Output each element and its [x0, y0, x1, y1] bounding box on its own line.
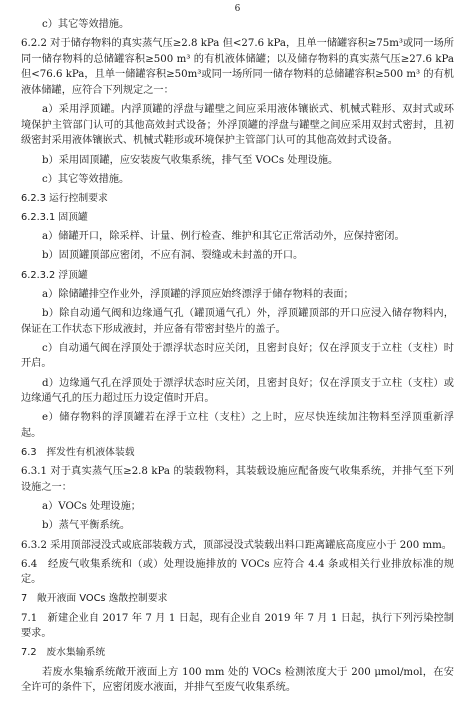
paragraph: 6.2.2 对于储存物料的真实蒸气压≥2.8 kPa 但<27.6 kPa，且单一储罐容积≥75m³或同一场所同一储存物料的总储罐容积≥500 m³ 的有机液体储罐；以及储存物料的真实蒸气压≥27.6 kPa 但<76.6 kPa，且单一储罐容积≥50m³或同一场所同一储存物料的总储罐容积≥500 m³ 的有机液体储罐，应符合下列规定之一：: [21, 38, 454, 96]
paragraph: c）其它等效措施。: [42, 173, 130, 185]
paragraph: 7.1 新建企业自 2017 年 7 月 1 日起，现有企业自 2019 年 7 月 1 日起，执行下列污染控制要求。: [21, 612, 454, 640]
paragraph: a）除储罐排空作业外，浮顶罐的浮顶应始终漂浮于储存物料的表面；: [42, 288, 354, 300]
paragraph: b）蒸气平衡系统。: [42, 520, 131, 532]
paragraph: b）采用固顶罐，应安装废气收集系统，排气至 VOCs 处理设施。: [42, 154, 339, 166]
section-heading: 6.3 挥发性有机液体装载: [21, 447, 135, 459]
section-heading: 6.2.3.2 浮顶罐: [21, 269, 88, 281]
section-heading: 6.2.3.1 固顶罐: [21, 212, 88, 224]
paragraph: b）除自动通气阀和边缘通气孔（罐顶通气孔）外，浮顶罐顶部的开口应浸入储存物料内，保证在工作状态下形成液封，并应备有带密封垫片的盖子。: [21, 308, 454, 335]
paragraph: a）采用浮顶罐。内浮顶罐的浮盘与罐壁之间应采用液体镶嵌式、机械式鞋形、双封式或环境保护主管部门认可的其他高效封式设备；外浮顶罐的浮盘与罐壁之间应采用双封式密封，且初级密封采用液体镶嵌式、机械式鞋形或环境保护主管部门认可的其他高效封式设备。: [21, 104, 454, 147]
section-heading: 7.2 废水集输系统: [21, 647, 106, 659]
paragraph: a）VOCs 处理设施；: [42, 501, 141, 513]
section-heading: 6.2.3 运行控制要求: [21, 192, 108, 204]
paragraph: d）边缘通气孔在浮顶处于漂浮状态时应关闭，且密封良好；仅在浮顶支于立柱（支柱）或边缘通气孔的压力超过压力设定值时开启。: [21, 377, 454, 405]
paragraph: 6.3.2 采用顶部浸没式或底部装载方式，顶部浸没式装载出料口距离罐底高度应小于 200 mm。: [21, 539, 452, 551]
paragraph: e）储存物料的浮顶罐若在浮于立柱（支柱）之上时，应尽快连续加注物料至浮顶重新浮起。: [21, 412, 454, 439]
page-content: [21, 17, 454, 696]
paragraph: 6.3.1 对于真实蒸气压≥2.8 kPa 的装载物料，其装载设施应配备废气收集系统，并排气至下列设施之一：: [21, 466, 454, 493]
paragraph: c）自动通气阀在浮顶处于漂浮状态时应关闭，且密封良好；仅在浮顶支于立柱（支柱）时开启。: [21, 342, 454, 370]
paragraph: 6.4 经废气收集系统和（或）处理设施排放的 VOCs 应符合 4.4 条或相关行业排放标准的规定。: [21, 558, 454, 586]
page-number: 6: [234, 4, 241, 14]
paragraph: c）其它等效措施。: [42, 19, 130, 30]
paragraph: 若废水集输系统敞开液面上方 100 mm 处的 VOCs 检测浓度大于 200 μmol/mol，在安全许可的条件下，应密闭废水液面，并排气至废气收集系统。: [21, 666, 454, 694]
paragraph: b）固顶罐顶部应密闭，不应有洞、裂缝或未封盖的开口。: [42, 250, 304, 262]
paragraph: a）储罐开口，除采样、计量、例行检查、维护和其它正常活动外，应保持密闭。: [42, 231, 405, 243]
section-heading: 7 敞开液面 VOCs 逸散控制要求: [21, 593, 168, 605]
